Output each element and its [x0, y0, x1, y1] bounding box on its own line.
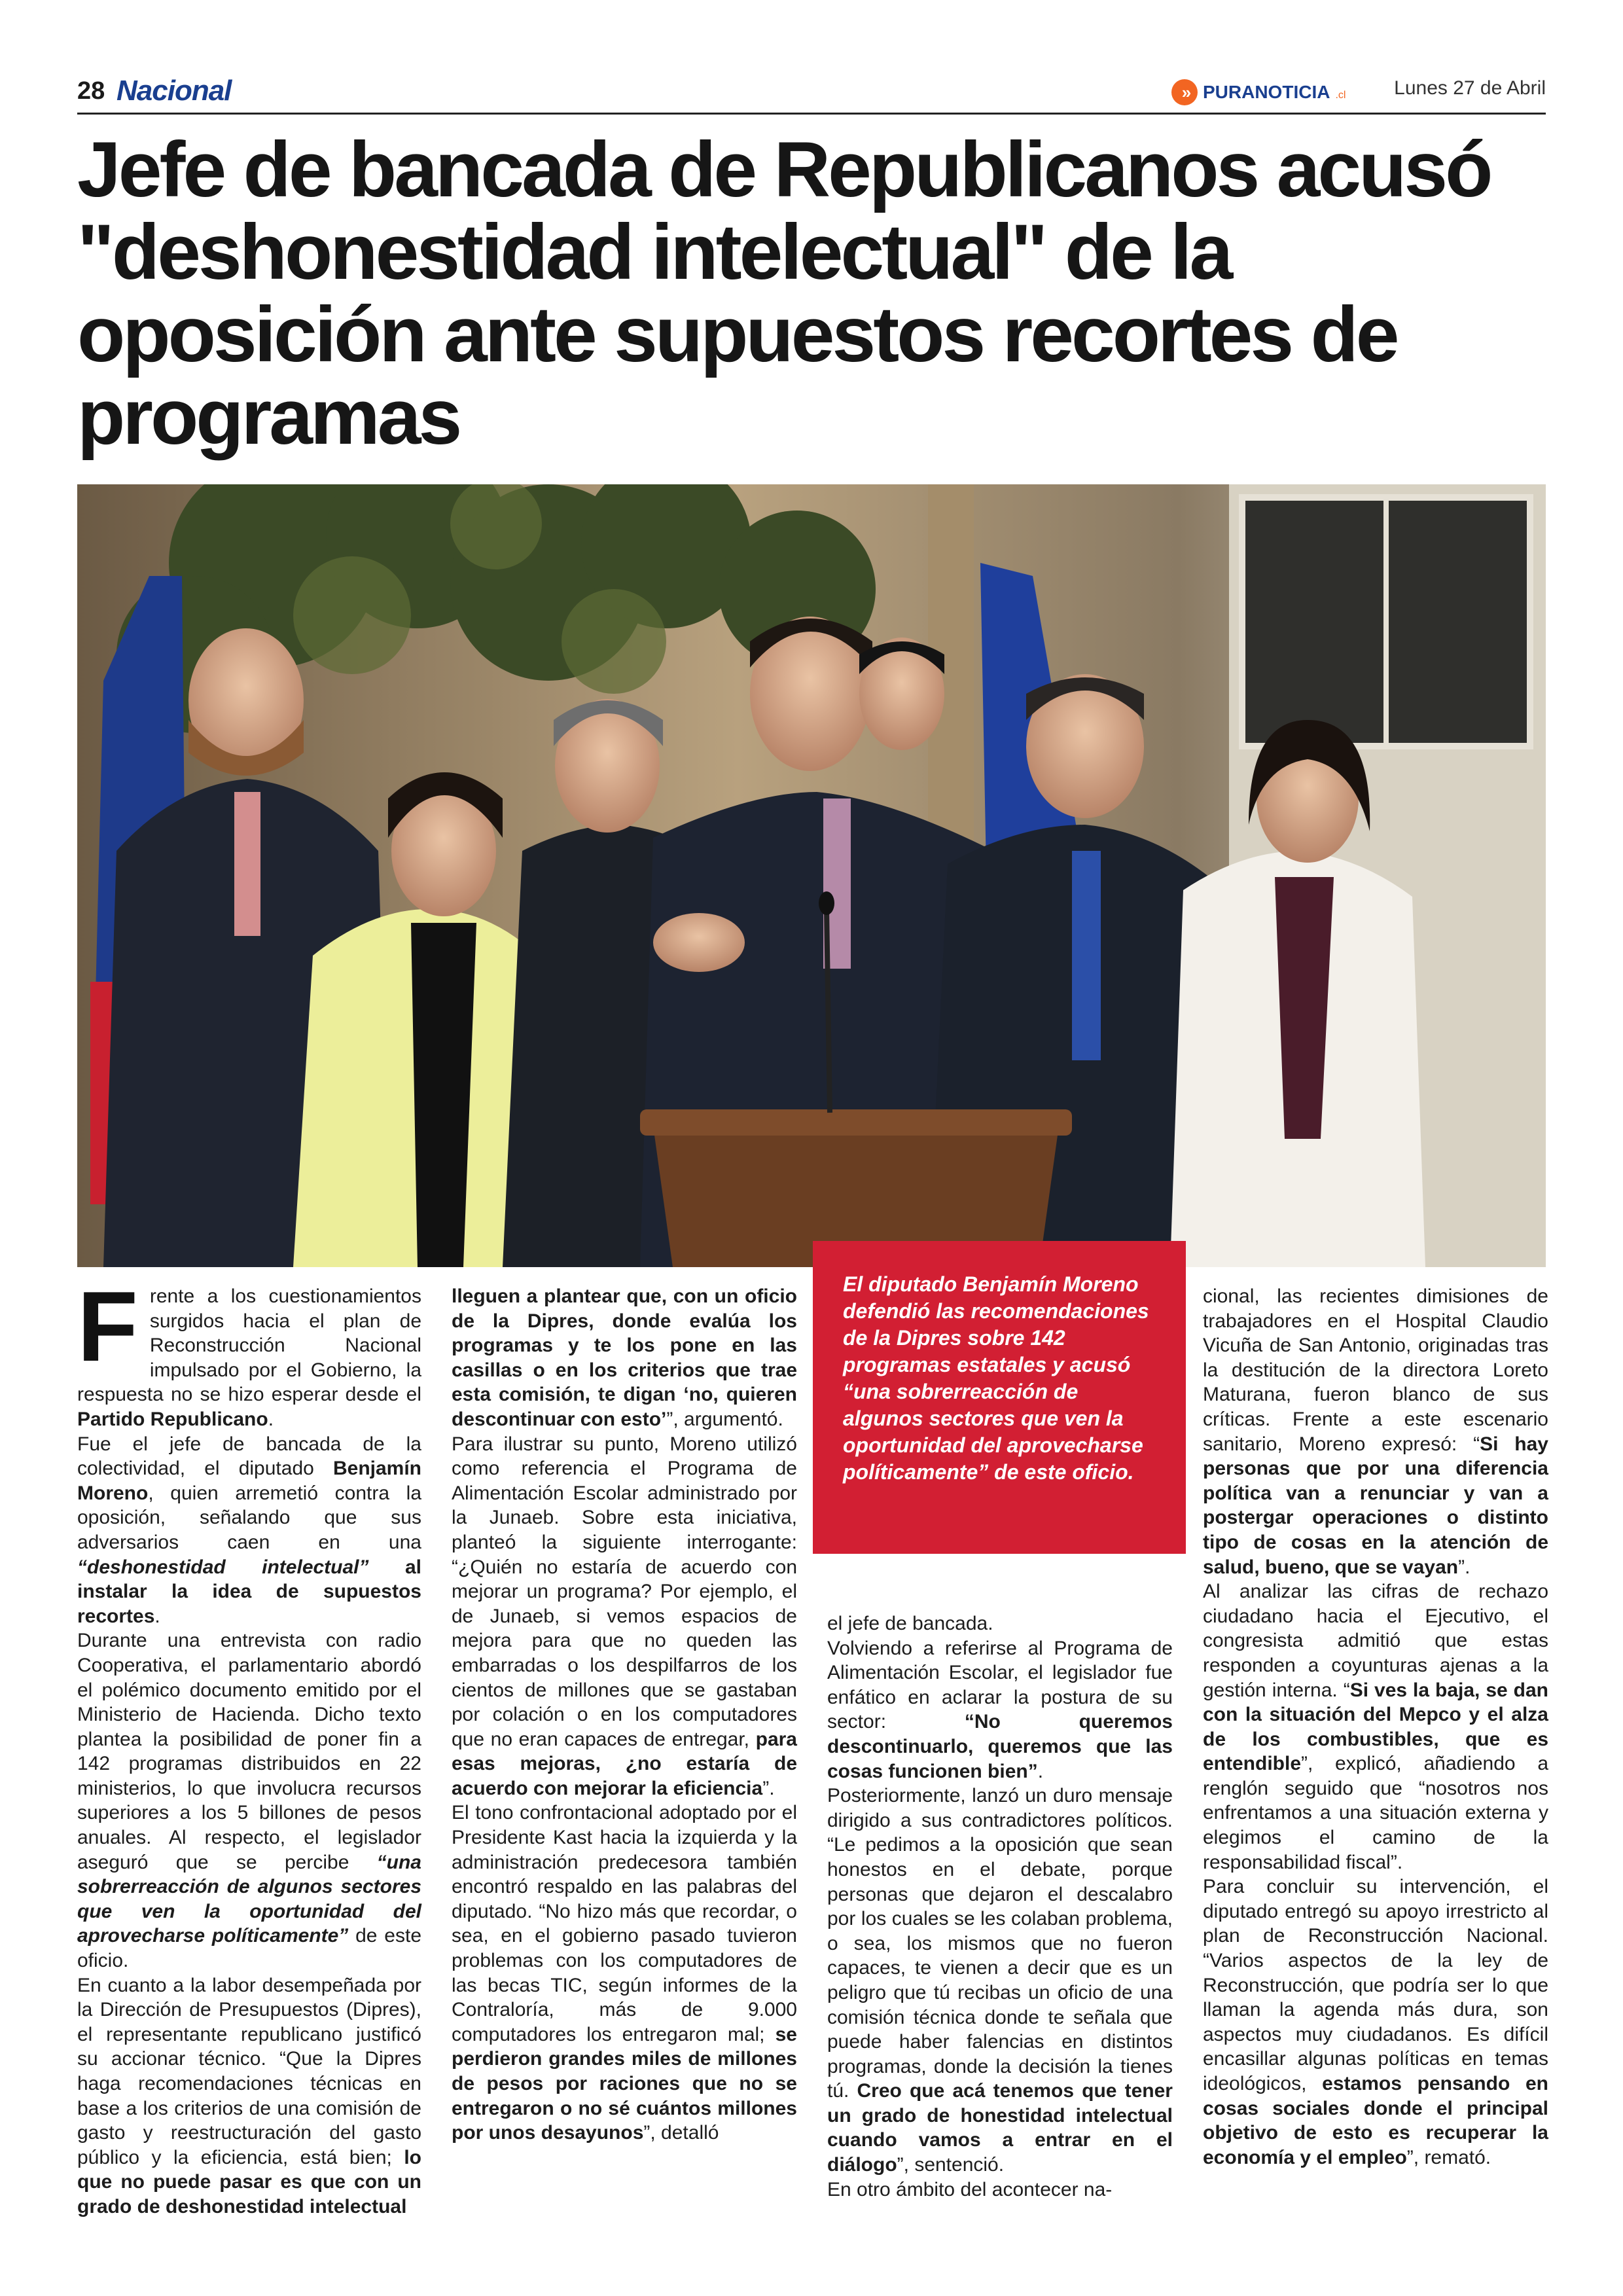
article-paragraph: Al analizar las cifras de rechazo ciudadano hacia el Ejecutivo, el congresista admitió que estas responden a coyunturas ajenas a la gestión interna. “Si ves la baja, se dan con la situación del Mepco y el alza de los combustibles, que es entendible”, explicó, añadiendo a renglón seguido que “nosotros nos enfrentamos a una situación externa y elegimos el camino de la responsabilidad fiscal”.: [1203, 1581, 1548, 1873]
article-column-2: [452, 1284, 797, 2145]
article-paragraph: Posteriormente, lanzó un duro mensaje dirigido a sus contradictores políticos. “Le pedimos a la oposición que sean honestos en el debate, porque personas que dejaron el descalabro por los cuales se les colaban problema, o sea, los mismos que no fueron capaces, te vienen a decir que es un peligro que tú recibas un oficio de una comisión técnica donde te señala que puede haber falencias en distintos programas, donde la decisión la tienes tú. Creo que acá tenemos que tener un grado de honestidad intelectual cuando vamos a entrar en el diálogo”, sentenció.: [827, 1785, 1173, 2176]
drop-cap: F: [77, 1271, 138, 1382]
column-3-text: [827, 1611, 1173, 2202]
page-number: 28: [77, 77, 105, 105]
photo-caption-box: [813, 1241, 1186, 1554]
press-conference-photo-icon: [77, 484, 1546, 1267]
article-paragraph: Para ilustrar su punto, Moreno utilizó como referencia el Programa de Alimentación Escolar administrado por la Junaeb. Sobre esta iniciativa, planteó la siguiente interrogante: “¿Quién no estaría de acuerdo con mejorar un programa? Por ejemplo, el de Junaeb, si vemos espacios de mejora para que no queden las embarradas o los despilfarros de los cientos de millones que se gastaban por colación o en los computadores que no eran capaces de entregar, para esas mejoras, ¿no estaría de acuerdo con mejorar la eficiencia”.: [452, 1433, 797, 1799]
logo-arrow-icon: »: [1171, 79, 1198, 105]
article-paragraph: El tono confrontacional adoptado por el Presidente Kast hacia la izquierda y la administración predecesora también encontró respaldo en las palabras del diputado. “No hizo más que recordar, o sea, en el gobierno pasado tuvieron problemas con los computadores de las becas TIC, según informes de la Contraloría, más de 9.000 computadores los entregaron mal; se perdieron grandes miles de millones de pesos por raciones que no se entregaron o no sé cuántos millones por unos desayunos”, detalló: [452, 1802, 797, 2144]
article-headline: Jefe de bancada de Republicanos acusó "deshonestidad intelectual" de la oposición ante supuestos recortes de programas: [77, 126, 1491, 461]
article-paragraph: cional, las recientes dimisiones de trabajadores en el Hospital Claudio Vicuña de San Antonio, originadas tras la destitución de la directora Loreto Maturana, fueron blanco de sus críticas. Frente a este escenario sanitario, Moreno expresó: “Si hay personas que por una diferencia política van a renunciar y van a postergar operaciones o distinto tipo de cosas en la atención de salud, bueno, que se vayan”.: [1203, 1285, 1548, 1578]
issue-date: Lunes 27 de Abril: [1394, 77, 1546, 99]
column-1-text: [77, 1271, 422, 2219]
column-4-text: [1203, 1284, 1548, 2170]
publication-logo: [1171, 77, 1346, 107]
article-paragraph: el jefe de bancada.: [827, 1613, 993, 1634]
article-paragraph: lleguen a plantear que, con un oficio de la Dipres, donde evalúa los programas y te los pone en las casillas o en los criterios que trae esta comisión, te digan ‘no, quieren descontinuar con esto’”, argumentó.: [452, 1285, 797, 1430]
section-title: Nacional: [116, 75, 232, 107]
article-paragraph: Para concluir su intervención, el diputado entregó su apoyo irrestricto al plan de Reconstrucción Nacional. “Varios aspectos de la ley de Reconstrucción, que podría ser lo que llaman la agenda más dura, son aspectos muy ciudadanos. Es difícil encasillar algunas políticas en temas ideológicos, estamos pensando en cosas sociales donde el principal objetivo de esto es recuperar la economía y el empleo”, remató.: [1203, 1876, 1548, 2168]
article-paragraph: En cuanto a la labor desempeñada por la Dirección de Presupuestos (Dipres), el representante republicano justificó su accionar técnico. “Que la Dipres haga recomendaciones técnicas en base a los criterios de una comisión de gasto y reestructuración del gasto público y la eficiencia, está bien; lo que no puede pasar es que con un grado de deshonestidad intelectual: [77, 1974, 421, 2217]
article-photo: [77, 484, 1546, 1267]
article-column-3: [827, 1611, 1173, 2202]
column-2-text: [452, 1284, 797, 2145]
article-column-1: [77, 1271, 422, 2219]
logo-text: PURANOTICIA: [1203, 82, 1330, 102]
article-paragraph: Fue el jefe de bancada de la colectividad, el diputado Benjamín Moreno, quien arremetió contra la oposición, señalando que sus adversarios caen en una “deshonestidad intelectual” al instalar la idea de supuestos recortes.: [77, 1433, 421, 1627]
logo-suffix: .cl: [1335, 90, 1346, 101]
article-paragraph: rente a los cuestionamientos surgidos hacia el plan de Reconstrucción Nacional impulsado por el Gobierno, la respuesta no se hizo esperar desde el Partido Republicano.: [77, 1285, 421, 1430]
article-paragraph: Durante una entrevista con radio Cooperativa, el parlamentario abordó el polémico documento emitido por el Ministerio de Hacienda. Dicho texto plantea la posibilidad de poner fin a 142 programas distribuidos en 22 ministerios, lo que involucra recursos superiores a los 5 billones de pesos anuales. Al respecto, el legislador aseguró que se percibe “una sobrerreacción de algunos sectores que ven la oportunidad del aprovecharse políticamente” de este oficio.: [77, 1630, 422, 1972]
article-column-4: [1203, 1284, 1548, 2170]
article-paragraph: En otro ámbito del acontecer na-: [827, 2178, 1113, 2200]
header-divider: [77, 113, 1546, 115]
article-paragraph: Volviendo a referirse al Programa de Alimentación Escolar, el legislador fue enfático en aclarar la postura de su sector: “No queremos descontinuarlo, queremos que las cosas funcionen bien”.: [827, 1637, 1173, 1782]
photo-caption: El diputado Benjamín Moreno defendió las recomendaciones de la Dipres sobre 142 programas estatales y acusó “una sobrerreacción de algunos sectores que ven la oportunidad del aprovecharse políticamente” de este oficio.: [843, 1272, 1149, 1484]
